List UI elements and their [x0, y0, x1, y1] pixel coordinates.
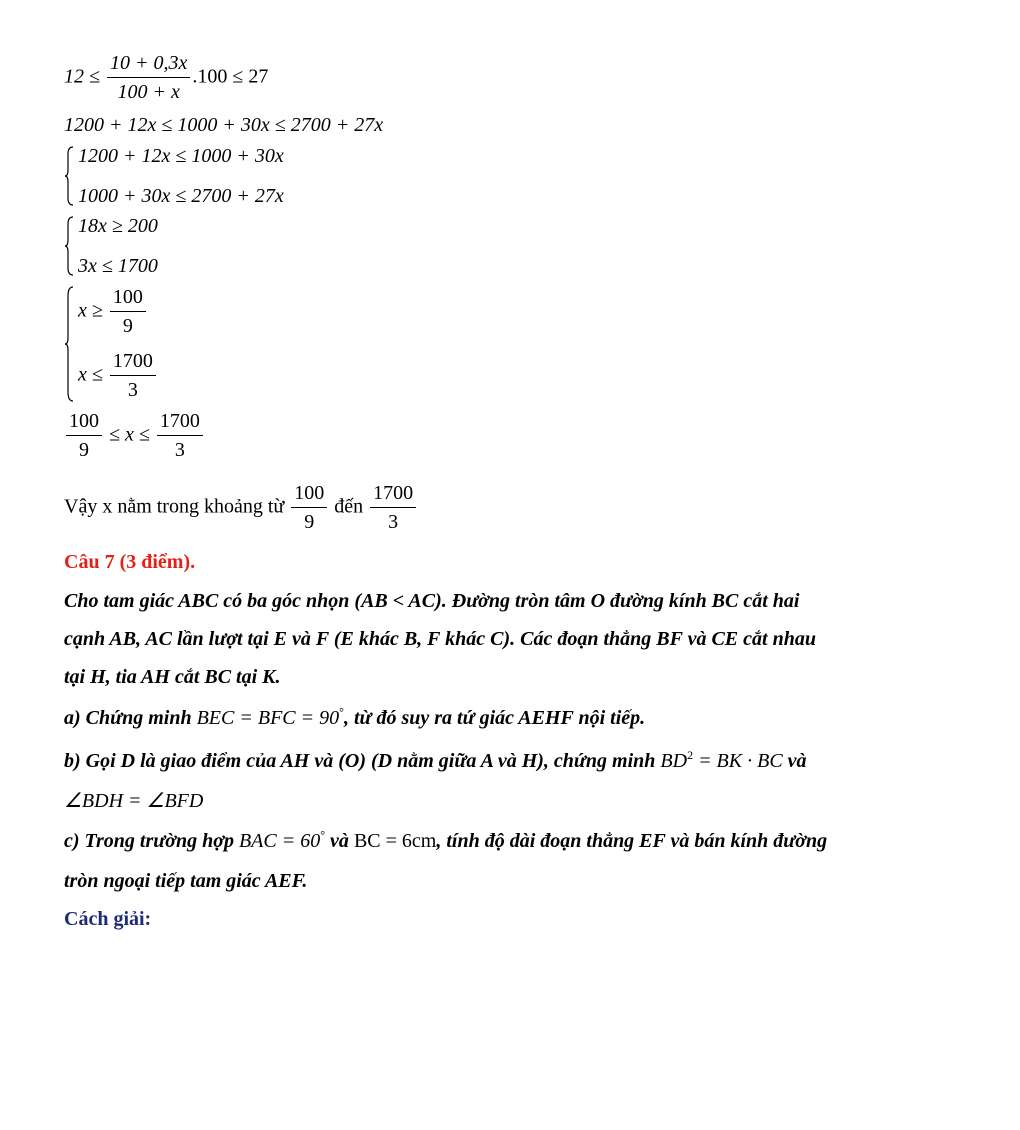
ineq-right: .100 ≤ 27 — [192, 65, 269, 88]
part-c-math-1 — [239, 830, 325, 852]
part-a-expr: BEC = BFC = 90 — [196, 707, 340, 729]
question-title: Câu 7 (3 điểm). — [64, 551, 196, 573]
part-a-pre: a) Chứng minh — [64, 707, 197, 729]
inequality-line-2: 1200 + 12x ≤ 1000 + 30x ≤ 2700 + 27x — [64, 114, 384, 136]
exponent: 2 — [687, 748, 694, 762]
fraction-denominator: 9 — [79, 439, 89, 461]
system-2-row-1: 18x ≥ 200 — [78, 215, 158, 237]
fraction-1 — [107, 52, 190, 104]
system-3 — [64, 286, 158, 402]
problem-line-2: cạnh AB, AC lần lượt tại E và F (E khác B, F khác C). Các đoạn thẳng BF và CE cắt nhau — [64, 628, 816, 650]
degree-symbol: ° — [339, 705, 344, 719]
inequality-line-1 — [64, 52, 268, 104]
fraction-denominator: 9 — [122, 315, 133, 337]
conclusion-line — [64, 482, 418, 534]
part-b-expr-1: BD — [660, 750, 688, 772]
part-a-math — [197, 707, 344, 729]
brace-icon — [64, 286, 74, 402]
fraction-denominator: 9 — [304, 511, 315, 533]
brace-icon — [64, 146, 74, 206]
part-c-mid: và — [325, 830, 354, 852]
system-1 — [64, 146, 284, 206]
system-1-row-2: 1000 + 30x ≤ 2700 + 27x — [78, 185, 284, 207]
part-c-pre: c) Trong trường hợp — [64, 830, 239, 852]
problem-line-3: tại H, tia AH cắt BC tại K. — [64, 666, 281, 688]
part-b-math — [660, 750, 782, 772]
fraction-numerator: 100 — [291, 482, 327, 508]
part-c-expr-1: BAC = 60 — [238, 830, 321, 852]
part-a-post: , từ đó suy ra tứ giác AEHF nội tiếp. — [343, 707, 646, 729]
fraction-numerator: 10 + 0,3x — [107, 52, 190, 78]
problem-line-1: Cho tam giác ABC có ba góc nhọn (AB < AC). Đường tròn tâm O đường kính BC cắt hai — [64, 590, 800, 612]
fraction-denominator: 3 — [127, 379, 138, 401]
part-b-line-2 — [64, 791, 203, 811]
angle-equation: ∠BDH = ∠BFD — [64, 790, 204, 812]
part-c — [64, 828, 828, 852]
fraction-numerator: 1700 — [157, 410, 203, 436]
system-3-row-1 — [78, 286, 158, 338]
system-2-row-2: 3x ≤ 1700 — [78, 255, 158, 277]
system-1-row-1: 1200 + 12x ≤ 1000 + 30x — [78, 145, 284, 167]
ineq-left: 12 ≤ — [64, 65, 105, 88]
solution-label: Cách giải: — [64, 908, 152, 930]
fraction-denominator: 3 — [388, 511, 399, 533]
part-c-expr-2: BC = 6cm — [353, 830, 437, 852]
range-line — [64, 410, 205, 462]
conclusion-text: Vậy x nằm trong khoảng từ — [64, 495, 290, 518]
fraction-denominator: 3 — [174, 439, 185, 461]
fraction-numerator: 1700 — [370, 482, 416, 508]
row-lhs: x ≤ — [78, 363, 108, 386]
range-mid: ≤ x ≤ — [104, 423, 155, 446]
degree-symbol: ° — [320, 828, 326, 842]
row-lhs: x ≥ — [78, 299, 108, 322]
conclusion-between: đến — [329, 495, 369, 518]
part-b-expr-2: = BK · BC — [693, 750, 783, 772]
fraction-numerator: 100 — [66, 410, 102, 436]
fraction-numerator: 1700 — [110, 350, 156, 376]
system-3-row-2 — [78, 350, 158, 402]
brace-icon — [64, 216, 74, 276]
part-b — [64, 748, 807, 772]
part-c-line-2: tròn ngoại tiếp tam giác AEF. — [64, 870, 308, 892]
part-b-post: và — [782, 750, 807, 772]
part-a — [64, 705, 646, 729]
fraction-denominator: 100 + x — [117, 81, 180, 103]
part-c-post: , tính độ dài đoạn thẳng EF và bán kính đường — [436, 830, 828, 852]
system-2 — [64, 216, 158, 276]
part-b-pre: b) Gọi D là giao điểm của AH và (O) (D nằm giữa A và H), chứng minh — [64, 750, 661, 772]
fraction-numerator: 100 — [110, 286, 146, 312]
